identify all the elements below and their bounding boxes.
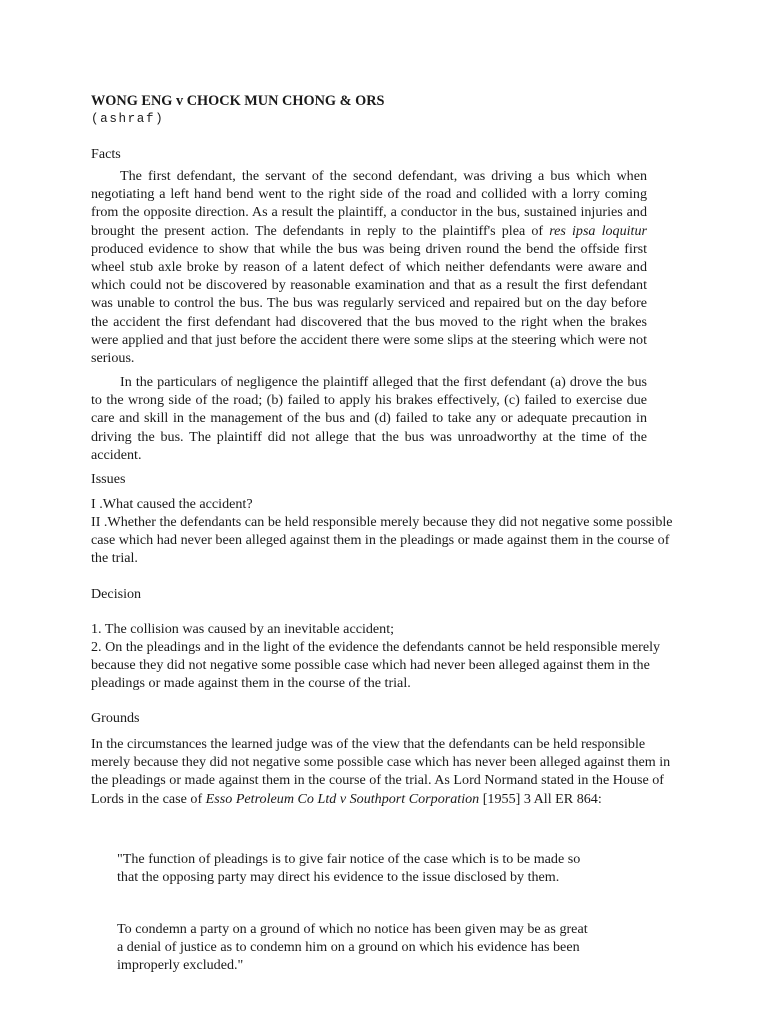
quote-paragraph-2: To condemn a party on a ground of which no notice has been given may be as great a denial of justice as to condemn him on a ground on which his evidence has been improperly excluded.": [117, 921, 588, 974]
facts-paragraph-1: The first defendant, the servant of the second defendant, was driving a bus which when negotiating a left hand bend went to the right side of the road and collided with a lorry coming from the opposite direction. As a result the plaintiff, a conductor in the bus, sustained injuries and brought the present action. The defendants in reply to the plaintiff's plea of res ipsa loquitur produced evidence to show that while the bus was being driven round the bend the offside first wheel stub axle broke by reason of a latent defect of which neither defendants were aware and which could not be discovered by reasonable examination and that as a result the first defendant was unable to control the bus. The bus was regularly serviced and repaired but on the day before the accident the first defendant had discovered that the bus moved to the right when the brakes were applied and that just before the accident there were some slips at the steering which were not serious.: [91, 168, 647, 367]
decision-heading: Decision: [91, 586, 142, 602]
case-title: WONG ENG v CHOCK MUN CHONG & ORS: [91, 93, 385, 109]
block-quote: [117, 850, 597, 886]
grounds-paragraph: In the circumstances the learned judge was of the view that the defendants can be held responsible merely because they did not negative some possible case which has never been alleged against them in the pleadings or made against them in the course of the trial. As Lord Normand stated in the House of Lords in the case of Esso Petroleum Co Ltd v Southport Corporation [1955] 3 All ER 864:: [91, 736, 671, 807]
author-tag: (ashraf): [91, 112, 165, 126]
issues-heading: Issues: [91, 471, 126, 487]
latin-phrase: res ipsa loquitur: [549, 222, 647, 239]
facts-paragraph-2: In the particulars of negligence the plaintiff alleged that the first defendant (a) drove the bus to the wrong side of the road; (b) failed to apply his brakes effectively, (c) failed to exercise due care and skill in the management of the bus and (d) failed to take any or adequate precaution in driving the bus. The plaintiff did not allege that the bus was unroadworthy at the time of the accident.: [91, 374, 647, 463]
case-citation: Esso Petroleum Co Ltd v Southport Corporation: [205, 790, 480, 807]
decision-item-1: 1. The collision was caused by an inevitable accident;: [91, 621, 395, 637]
grounds-heading: Grounds: [91, 710, 140, 726]
decision-item-2: 2. On the pleadings and in the light of the evidence the defendants cannot be held responsible merely because they did not negative some possible case which had never been alleged against them in the pleadings or made against them in the course of the trial.: [91, 639, 661, 692]
issue-item-1: I .What caused the accident?: [91, 496, 253, 512]
facts-heading: Facts: [91, 146, 121, 162]
issue-item-2: II .Whether the defendants can be held responsible merely because they did not negative some possible case which had never been alleged against them in the pleadings or made against them in the course of the trial.: [91, 514, 673, 567]
quote-paragraph-1: "The function of pleadings is to give fair notice of the case which is to be made so that the opposing party may direct his evidence to the issue disclosed by them.: [117, 851, 581, 886]
block-quote-continued: [117, 920, 597, 975]
